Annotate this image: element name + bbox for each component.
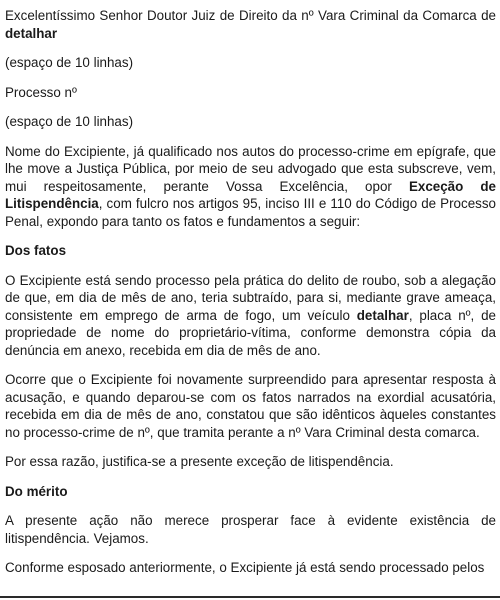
section-heading-merito: Do mérito [5,483,68,499]
spacing-note: (espaço de 10 linhas) [5,114,134,129]
court-address-text: Excelentíssimo Senhor Doutor Juiz de Direito da nº Vara Criminal da Comarca de [5,8,496,23]
exception-title: Exceção de Litispendência [5,178,496,211]
fatos-paragraph-2: Ocorre que o Excipiente foi novamente surpreendido para apresentar resposta à acusação, e quando deparou-se com os fatos narrados na exordial acusatória, recebida em dia de mês de ano, constatou que são idênticos àqueles constantes no processo-crime de nº, que tramita perante a nº Vara Criminal desta comarca. [5,372,496,440]
fatos-paragraph-1 [5,272,496,360]
court-address [5,7,496,42]
intro-text-continued: , com fulcro nos artigos 95, inciso III e 110 do Código de Processo Penal, expondo para tanto os fatos e fundamentos a seguir: [5,196,496,229]
spacing-note: (espaço de 10 linhas) [5,55,134,70]
fatos-text-continued: , placa nº, de propriedade de nome do proprietário-vítima, conforme demonstra cópia da denúncia em anexo, recebida em dia de mês de ano. [5,307,496,358]
vehicle-placeholder: detalhar [356,307,409,323]
merito-paragraph-2: Conforme esposado anteriormente, o Excipiente já está sendo processado pelos [5,560,485,575]
section-heading-fatos: Dos fatos [5,243,67,258]
fatos-text: O Excipiente está sendo processo pela prática do delito de roubo, sob a alegação de que, em dia de mês de ano, teria subtraído, para si, mediante grave ameaça, consistente em emprego de arma de fogo, um veículo [5,272,496,323]
comarca-placeholder: detalhar [5,25,58,41]
processo-number: Processo nº [5,84,77,100]
intro-text: Nome do Excipiente, já qualificado nos autos do processo-crime em epígrafe, que lhe move a Justiça Pública, por meio de seu advogado que esta subscreve, vem, mui respeitosamente, perante Vossa Excelência, opor [5,143,496,194]
merito-paragraph-1: A presente ação não merece prosperar face à evidente existência de litispendência. Vejamos. [5,513,496,546]
fatos-paragraph-3: Por essa razão, justifica-se a presente exceção de litispendência. [5,454,394,469]
page-bottom-divider [0,596,500,598]
intro-paragraph [5,143,496,231]
